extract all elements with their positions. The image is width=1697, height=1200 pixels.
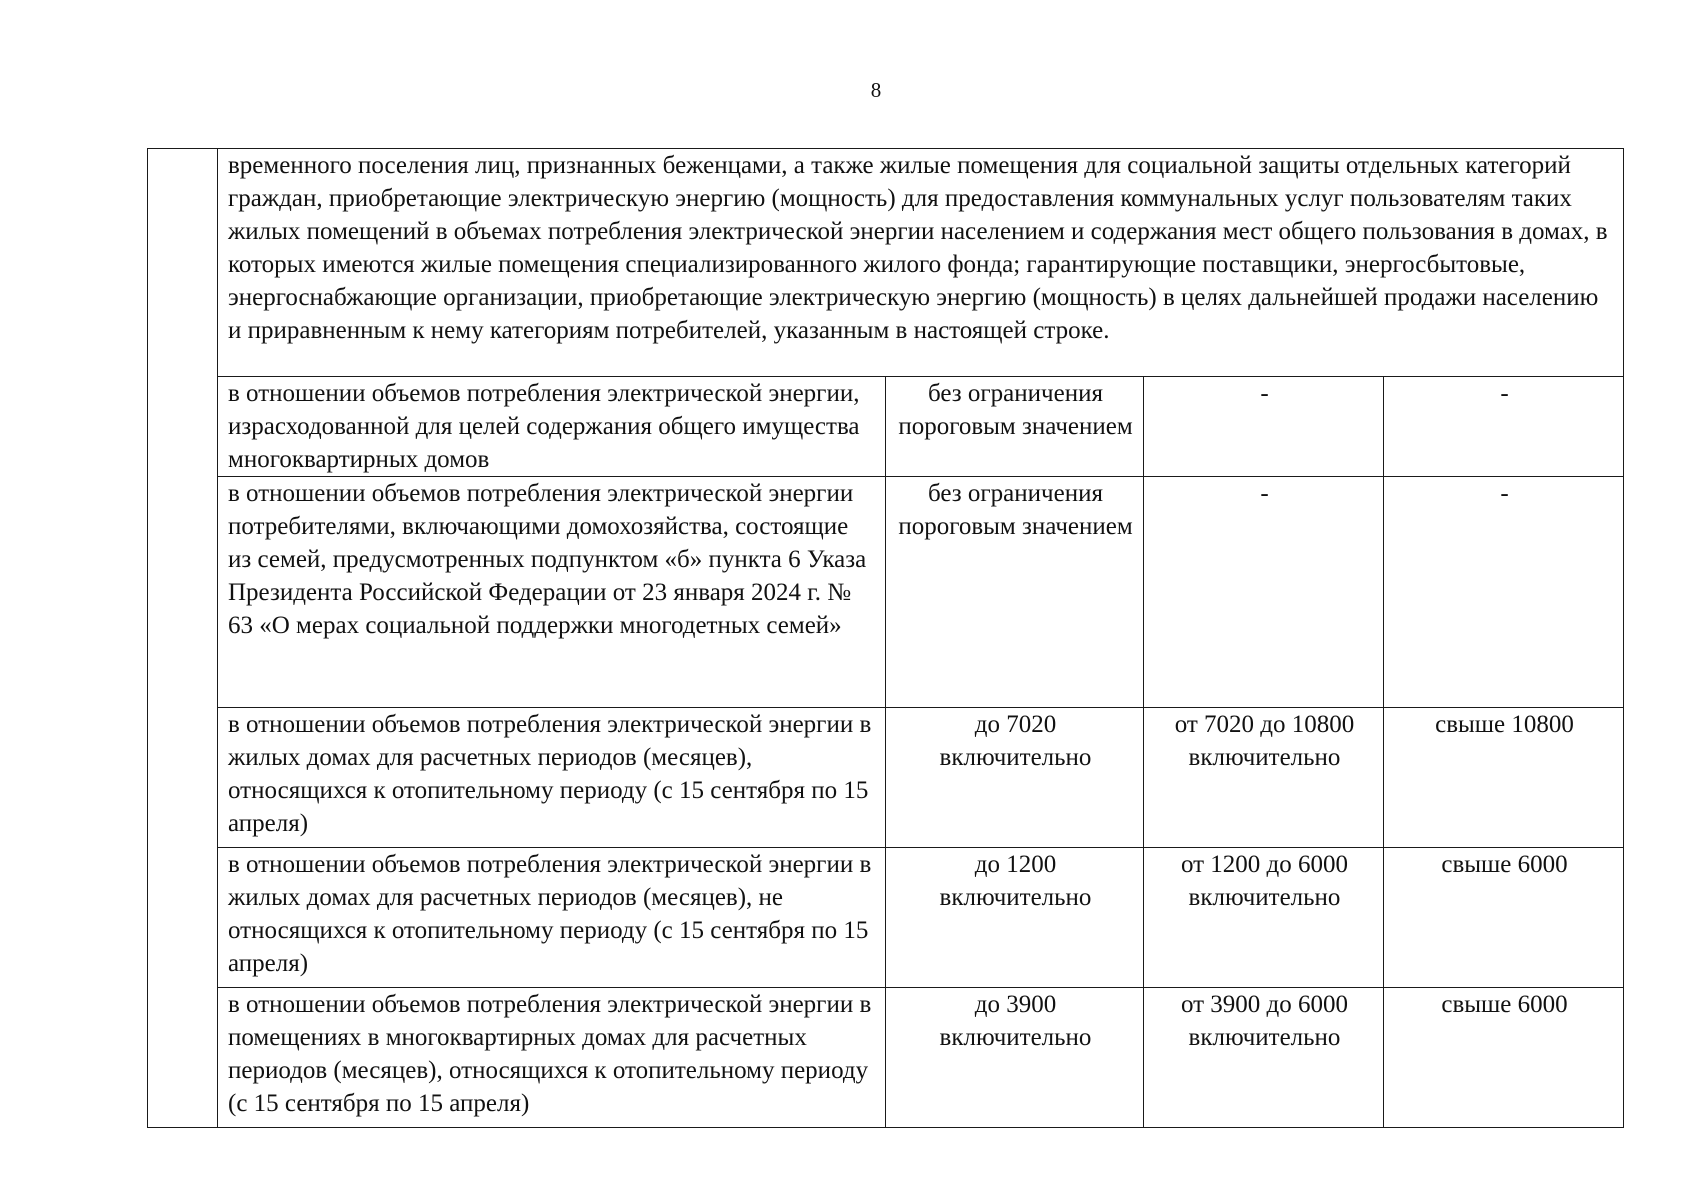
- range3-cell: свыше 6000: [1384, 988, 1624, 1128]
- description-cell: в отношении объемов потребления электрической энергии в жилых домах для расчетных периодов (месяцев), не относящихся к отопительному периоду (с 15 сентября по 15 апреля): [218, 848, 886, 988]
- page-number: 8: [870, 78, 882, 102]
- range3-cell: -: [1384, 377, 1624, 477]
- table-row: [148, 708, 1624, 848]
- range1-cell: до 3900 включительно: [886, 988, 1144, 1128]
- table-row-intro: [148, 149, 1624, 377]
- intro-text-cell: временного поселения лиц, признанных беженцами, а также жилые помещения для социальной защиты отдельных категорий граждан, приобретающие электрическую энергию (мощность) для предоставления коммунальных услуг пользователям таких жилых помещений в объемах потребления электрической энергии населением и содержания мест общего пользования в домах, в которых имеются жилые помещения специализированного жилого фонда; гарантирующие поставщики, энергосбытовые, энергоснабжающие организации, приобретающие электрическую энергию (мощность) в целях дальнейшей продажи населению и приравненным к нему категориям потребителей, указанным в настоящей строке.: [218, 149, 1624, 377]
- description-cell: в отношении объемов потребления электрической энергии в помещениях в многоквартирных домах для расчетных периодов (месяцев), относящихся к отопительному периоду (с 15 сентября по 15 апреля): [218, 988, 886, 1128]
- description-cell: в отношении объемов потребления электрической энергии в жилых домах для расчетных периодов (месяцев), относящихся к отопительному периоду (с 15 сентября по 15 апреля): [218, 708, 886, 848]
- table-row: [148, 377, 1624, 477]
- range1-cell: без ограничения пороговым значением: [886, 377, 1144, 477]
- range2-cell: -: [1144, 477, 1384, 708]
- range1-cell: до 7020 включительно: [886, 708, 1144, 848]
- range2-cell: от 7020 до 10800 включительно: [1144, 708, 1384, 848]
- range3-cell: свыше 10800: [1384, 708, 1624, 848]
- range2-cell: от 1200 до 6000 включительно: [1144, 848, 1384, 988]
- range3-cell: свыше 6000: [1384, 848, 1624, 988]
- table-row: [148, 848, 1624, 988]
- description-cell: в отношении объемов потребления электрической энергии потребителями, включающими домохозяйства, состоящие из семей, предусмотренных подпунктом «б» пункта 6 Указа Президента Российской Федерации от 23 января 2024 г. № 63 «О мерах социальной поддержки многодетных семей»: [218, 477, 886, 708]
- table-row: [148, 477, 1624, 708]
- table-row: [148, 988, 1624, 1128]
- range1-cell: до 1200 включительно: [886, 848, 1144, 988]
- row-number-cell: [148, 149, 218, 1128]
- range2-cell: от 3900 до 6000 включительно: [1144, 988, 1384, 1128]
- range2-cell: -: [1144, 377, 1384, 477]
- tariff-threshold-table: [147, 148, 1624, 1128]
- range1-cell: без ограничения пороговым значением: [886, 477, 1144, 708]
- range3-cell: -: [1384, 477, 1624, 708]
- description-cell: в отношении объемов потребления электрической энергии, израсходованной для целей содержания общего имущества многоквартирных домов: [218, 377, 886, 477]
